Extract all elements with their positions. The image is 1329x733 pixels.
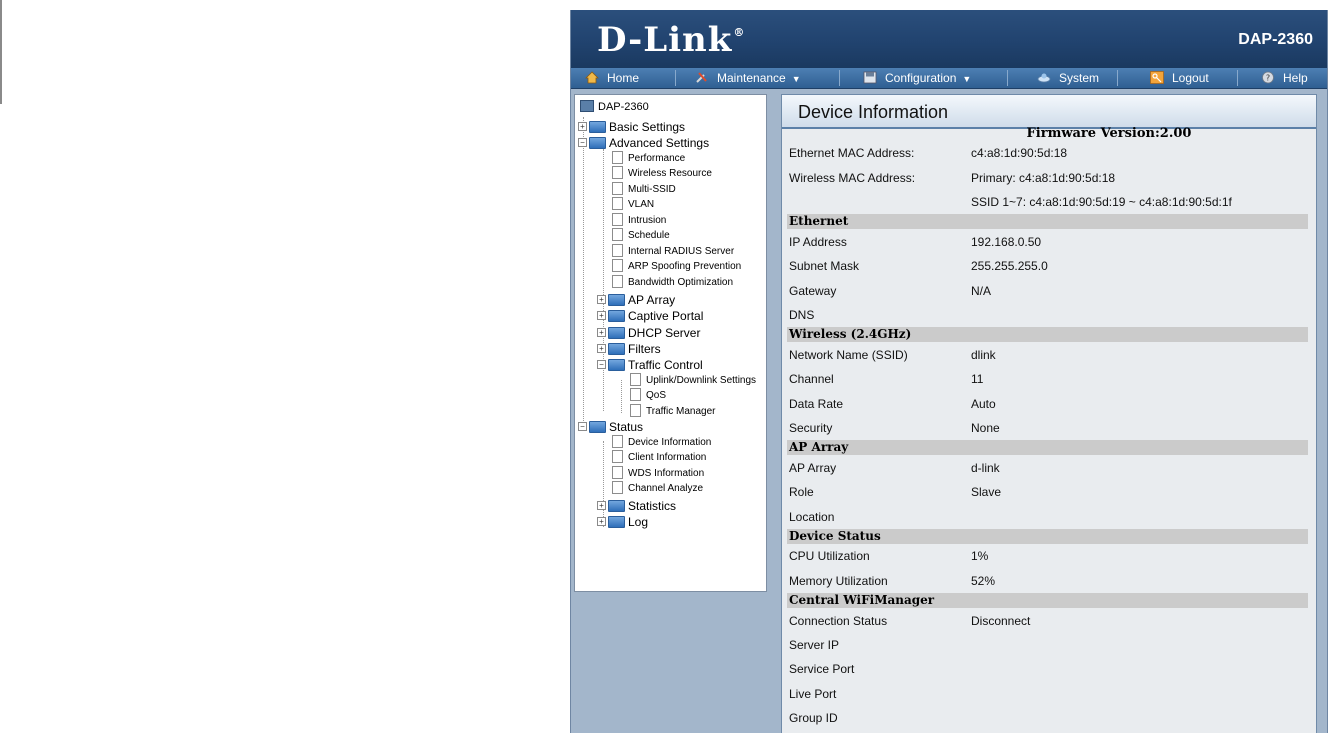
menu-system[interactable] (1037, 68, 1099, 88)
page-icon (630, 388, 641, 401)
tree-item-schedule[interactable]: Schedule (612, 229, 670, 243)
tools-icon (695, 71, 709, 84)
page-icon (612, 259, 623, 272)
tree-item-uplink-downlink-settings[interactable]: Uplink/Downlink Settings (630, 374, 756, 388)
device-information-panel: Device Information Firmware Version:2.00 Ethernet MAC Address: c4:a8:1d:90:5d:18 Wireless MAC Address: Primary: c4:a8:1d:90:5d:18 SSID 1~7: c4:a8:1d:90:5d:19 ~ c4:a8:1d:90:5d:1f Ethernet IP Address 192.168.0.50 Subnet Mask 255.255.255.0 Gateway N/A DNS Wireless (2.4GHz) Network Name (SSID) dlink Channel 11 Data Rate Auto Security None AP Array AP Array d-link Role Slave Location Device Status CPU Utilization 1% Memory Utilization 52% Central WiFiManager Connection Status Disconnect Server IP Service Port Live Port Group ID (781, 94, 1317, 733)
computer-icon (580, 100, 594, 112)
tree-item-performance[interactable]: Performance (612, 152, 685, 166)
folder-icon (608, 327, 625, 339)
left-edge-rule (0, 0, 2, 104)
help-icon (1261, 71, 1275, 84)
collapse-icon: − (597, 360, 606, 369)
page-icon (630, 373, 641, 386)
expand-icon: + (597, 344, 606, 353)
tree-item-vlan[interactable]: VLAN (612, 198, 654, 212)
page-icon (612, 481, 623, 494)
menu-bar (571, 68, 1327, 89)
menu-system-label: System (1059, 71, 1100, 85)
page-icon (612, 244, 623, 257)
expand-icon: + (597, 295, 606, 304)
expand-icon: + (597, 311, 606, 320)
tree-guide (621, 380, 622, 413)
page-icon (612, 450, 623, 463)
key-icon (1150, 71, 1164, 84)
dlink-logo: D-Link® (597, 20, 746, 60)
menu-separator (839, 70, 840, 86)
folder-icon (608, 343, 625, 355)
menu-logout-label: Logout (1172, 71, 1209, 85)
tree-item-intrusion[interactable]: Intrusion (612, 214, 666, 228)
tree-folder-dhcp-server[interactable]: + DHCP Server (597, 326, 700, 340)
page-icon (630, 404, 641, 417)
tree-item-wireless-resource[interactable]: Wireless Resource (612, 167, 712, 181)
section-ap-array: AP Array (787, 440, 1308, 455)
navigation-tree (574, 94, 767, 592)
menu-home-label: Home (607, 71, 640, 85)
tree-advanced-settings[interactable]: − Advanced Settings (578, 136, 709, 150)
menu-maintenance-label: Maintenance (717, 71, 786, 85)
expand-icon: + (597, 517, 606, 526)
menu-help[interactable] (1261, 68, 1308, 88)
folder-open-icon (589, 421, 606, 433)
tree-item-arp-spoofing-prevention[interactable]: ARP Spoofing Prevention (612, 260, 741, 274)
page-icon (612, 213, 623, 226)
tree-folder-ap-array[interactable]: + AP Array (597, 293, 675, 307)
tree-item-qos[interactable]: QoS (630, 389, 666, 403)
page-icon (612, 435, 623, 448)
chevron-down-icon: ▼ (962, 74, 972, 84)
firmware-version: Firmware Version:2.00 (1026, 126, 1192, 141)
folder-open-icon (589, 137, 606, 149)
svg-text:?: ? (1265, 73, 1271, 83)
tree-status[interactable]: − Status (578, 420, 643, 434)
menu-maintenance[interactable] (695, 68, 801, 88)
tree-folder-captive-portal[interactable]: + Captive Portal (597, 309, 703, 323)
tree-item-bandwidth-optimization[interactable]: Bandwidth Optimization (612, 276, 733, 290)
expand-icon: + (597, 501, 606, 510)
page-icon (612, 182, 623, 195)
tree-item-internal-radius-server[interactable]: Internal RADIUS Server (612, 245, 734, 259)
menu-separator (675, 70, 676, 86)
menu-configuration[interactable] (863, 68, 971, 88)
folder-icon (608, 310, 625, 322)
menu-separator (1117, 70, 1118, 86)
disk-icon (863, 71, 877, 84)
panel-title: Device Information (782, 95, 1316, 129)
page-icon (612, 228, 623, 241)
expand-icon: + (597, 328, 606, 337)
tree-item-traffic-manager[interactable]: Traffic Manager (630, 405, 715, 419)
router-admin-window (570, 10, 1328, 733)
page-icon (612, 466, 623, 479)
tree-folder-traffic-control[interactable]: − Traffic Control (597, 358, 703, 372)
tree-guide (583, 117, 584, 429)
menu-home[interactable] (585, 68, 639, 88)
system-icon (1037, 71, 1051, 84)
tree-item-wds-information[interactable]: WDS Information (612, 467, 704, 481)
section-central-wifimanager: Central WiFiManager (787, 593, 1308, 608)
tree-folder-log[interactable]: + Log (597, 515, 648, 529)
section-device-status: Device Status (787, 529, 1308, 544)
tree-root[interactable]: DAP-2360 (580, 100, 649, 114)
folder-icon (608, 294, 625, 306)
menu-separator (1237, 70, 1238, 86)
menu-separator (1007, 70, 1008, 86)
model-name: DAP-2360 (1238, 31, 1313, 48)
header-banner (571, 10, 1327, 68)
page-icon (612, 197, 623, 210)
tree-basic-settings[interactable]: + Basic Settings (578, 120, 685, 134)
collapse-icon: − (578, 138, 587, 147)
folder-icon (589, 121, 606, 133)
page-icon (612, 275, 623, 288)
page-icon (612, 166, 623, 179)
tree-item-client-information[interactable]: Client Information (612, 451, 706, 465)
folder-icon (608, 500, 625, 512)
section-wireless: Wireless (2.4GHz) (787, 327, 1308, 342)
menu-help-label: Help (1283, 71, 1308, 85)
expand-icon: + (578, 122, 587, 131)
tree-item-multi-ssid[interactable]: Multi-SSID (612, 183, 676, 197)
menu-logout[interactable] (1150, 68, 1209, 88)
tree-folder-filters[interactable]: + Filters (597, 342, 661, 356)
home-icon (585, 71, 599, 84)
page-icon (612, 151, 623, 164)
folder-open-icon (608, 359, 625, 371)
folder-icon (608, 516, 625, 528)
menu-configuration-label: Configuration (885, 71, 957, 85)
collapse-icon: − (578, 422, 587, 431)
tree-item-device-information[interactable]: Device Information (612, 436, 711, 450)
chevron-down-icon: ▼ (791, 74, 801, 84)
tree-item-channel-analyze[interactable]: Channel Analyze (612, 482, 703, 496)
section-ethernet: Ethernet (787, 214, 1308, 229)
tree-folder-statistics[interactable]: + Statistics (597, 499, 676, 513)
